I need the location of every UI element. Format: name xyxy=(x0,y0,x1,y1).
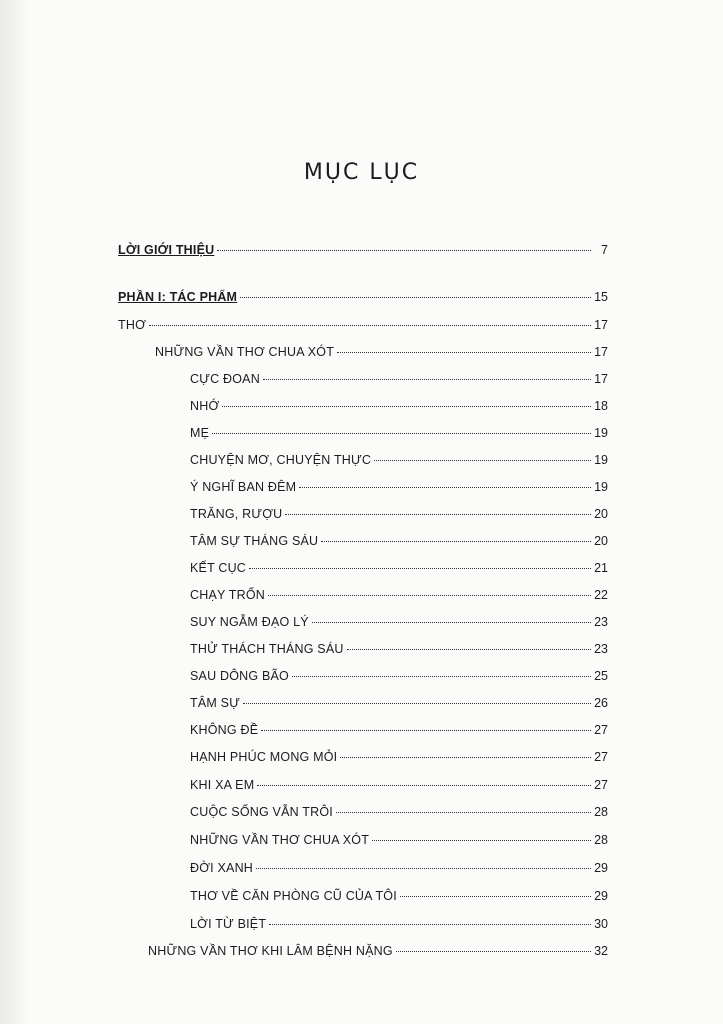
toc-entry-label: LỜI GIỚI THIỆU xyxy=(118,243,215,257)
toc-entry xyxy=(155,345,608,363)
toc-entry-page-number: 27 xyxy=(594,723,608,737)
toc-entry-label: ĐỜI XANH xyxy=(190,861,254,875)
toc-entry-label: NHỮNG VẦN THƠ KHI LÂM BỆNH NẶNG xyxy=(148,944,393,958)
toc-entry xyxy=(118,290,608,308)
toc-entry-label: KHÔNG ĐỀ xyxy=(190,723,259,737)
toc-entry-label: HẠNH PHÚC MONG MỎI xyxy=(190,750,338,764)
toc-entry xyxy=(190,750,608,768)
toc-leader-dots xyxy=(396,951,591,952)
toc-entry-page-number: 17 xyxy=(594,318,608,332)
toc-entry xyxy=(190,696,608,714)
toc-leader-dots xyxy=(240,297,591,298)
toc-entry-label: THƠ xyxy=(118,318,146,332)
toc-entry-page-number: 18 xyxy=(594,399,608,413)
toc-leader-dots xyxy=(261,730,591,731)
toc-leader-dots xyxy=(249,568,591,569)
toc-entry xyxy=(190,507,608,525)
toc-entry-label: CHUYỆN MƠ, CHUYỆN THỰC xyxy=(190,453,372,467)
toc-leader-dots xyxy=(222,406,591,407)
toc-leader-dots xyxy=(285,514,591,515)
toc-entry xyxy=(190,805,608,823)
toc-entry-label: THỬ THÁCH THÁNG SÁU xyxy=(190,642,344,656)
toc-entry xyxy=(190,642,608,660)
toc-entry xyxy=(190,534,608,552)
toc-entry-label: CỰC ĐOAN xyxy=(190,372,260,386)
toc-leader-dots xyxy=(257,785,591,786)
toc-entry-page-number: 26 xyxy=(594,696,608,710)
toc-entry-page-number: 29 xyxy=(594,861,608,875)
toc-leader-dots xyxy=(312,622,591,623)
toc-entry-page-number: 28 xyxy=(594,805,608,819)
toc-leader-dots xyxy=(217,250,591,251)
toc-entry-page-number: 17 xyxy=(594,345,608,359)
toc-leader-dots xyxy=(400,896,591,897)
toc-entry xyxy=(190,917,608,935)
toc-entry-label: Ý NGHĨ BAN ĐÊM xyxy=(190,480,297,494)
toc-entry-page-number: 19 xyxy=(594,453,608,467)
toc-entry xyxy=(190,561,608,579)
toc-entry xyxy=(190,861,608,879)
toc-entry xyxy=(190,399,608,417)
toc-leader-dots xyxy=(347,649,591,650)
toc-entry xyxy=(190,372,608,390)
toc-entry-page-number: 19 xyxy=(594,426,608,440)
toc-entry-page-number: 7 xyxy=(601,243,608,257)
toc-entry-label: NHỚ xyxy=(190,399,220,413)
toc-entry-page-number: 15 xyxy=(594,290,608,304)
toc-entry xyxy=(190,480,608,498)
toc-entry xyxy=(190,889,608,907)
toc-entry-label: SAU DÔNG BÃO xyxy=(190,669,289,683)
toc-leader-dots xyxy=(374,460,591,461)
toc-entry xyxy=(190,833,608,851)
toc-entry-label: MẸ xyxy=(190,426,210,440)
toc-entry-page-number: 29 xyxy=(594,889,608,903)
toc-leader-dots xyxy=(212,433,591,434)
toc-entry-label: KẾT CỤC xyxy=(190,561,247,575)
toc-entry-label: TRĂNG, RƯỢU xyxy=(190,507,283,521)
toc-entry-label: TÂM SỰ THÁNG SÁU xyxy=(190,534,319,548)
toc-leader-dots xyxy=(243,703,591,704)
toc-entry-page-number: 25 xyxy=(594,669,608,683)
toc-leader-dots xyxy=(372,840,591,841)
toc-entry xyxy=(190,426,608,444)
page-title: MỤC LỤC xyxy=(303,160,420,185)
toc-leader-dots xyxy=(340,757,591,758)
toc-leader-dots xyxy=(256,868,591,869)
toc-entry xyxy=(148,944,608,962)
toc-entry-label: KHI XA EM xyxy=(190,778,255,792)
toc-entry xyxy=(190,615,608,633)
toc-leader-dots xyxy=(336,812,591,813)
toc-entry xyxy=(190,778,608,796)
toc-entry-page-number: 20 xyxy=(594,507,608,521)
toc-entry-page-number: 20 xyxy=(594,534,608,548)
toc-leader-dots xyxy=(149,325,591,326)
toc-entry xyxy=(190,723,608,741)
toc-entry-page-number: 27 xyxy=(594,778,608,792)
toc-entry-label: NHỮNG VẦN THƠ CHUA XÓT xyxy=(155,345,335,359)
toc-entry-page-number: 17 xyxy=(594,372,608,386)
toc-entry-label: CHẠY TRỐN xyxy=(190,588,265,602)
toc-entry xyxy=(190,669,608,687)
toc-entry-label: SUY NGẪM ĐẠO LÝ xyxy=(190,615,309,629)
toc-entry-page-number: 19 xyxy=(594,480,608,494)
toc-leader-dots xyxy=(292,676,591,677)
toc-entry-page-number: 22 xyxy=(594,588,608,602)
toc-entry-label: LỜI TỪ BIỆT xyxy=(190,917,267,931)
toc-entry-page-number: 27 xyxy=(594,750,608,764)
toc-leader-dots xyxy=(337,352,591,353)
toc-entry-label: NHỮNG VẦN THƠ CHUA XÓT xyxy=(190,833,370,847)
toc-leader-dots xyxy=(269,924,591,925)
toc-entry-page-number: 30 xyxy=(594,917,608,931)
toc-entry-page-number: 23 xyxy=(594,615,608,629)
toc-entry-label: PHẦN I: TÁC PHẨM xyxy=(118,290,238,304)
toc-leader-dots xyxy=(268,595,591,596)
toc-entry xyxy=(190,453,608,471)
toc-entry-page-number: 28 xyxy=(594,833,608,847)
toc-entry-label: CUỘC SỐNG VẪN TRÔI xyxy=(190,805,333,819)
toc-entry-page-number: 32 xyxy=(594,944,608,958)
toc-entry xyxy=(190,588,608,606)
toc-leader-dots xyxy=(263,379,591,380)
toc-entry xyxy=(118,318,608,336)
toc-entry-page-number: 23 xyxy=(594,642,608,656)
toc-entry-label: THƠ VỀ CĂN PHÒNG CŨ CỦA TÔI xyxy=(190,889,397,903)
toc-entry-label: TÂM SỰ xyxy=(190,696,241,710)
toc-entry-page-number: 21 xyxy=(594,561,608,575)
toc-leader-dots xyxy=(299,487,591,488)
toc-leader-dots xyxy=(321,541,591,542)
toc-entry xyxy=(118,243,608,261)
